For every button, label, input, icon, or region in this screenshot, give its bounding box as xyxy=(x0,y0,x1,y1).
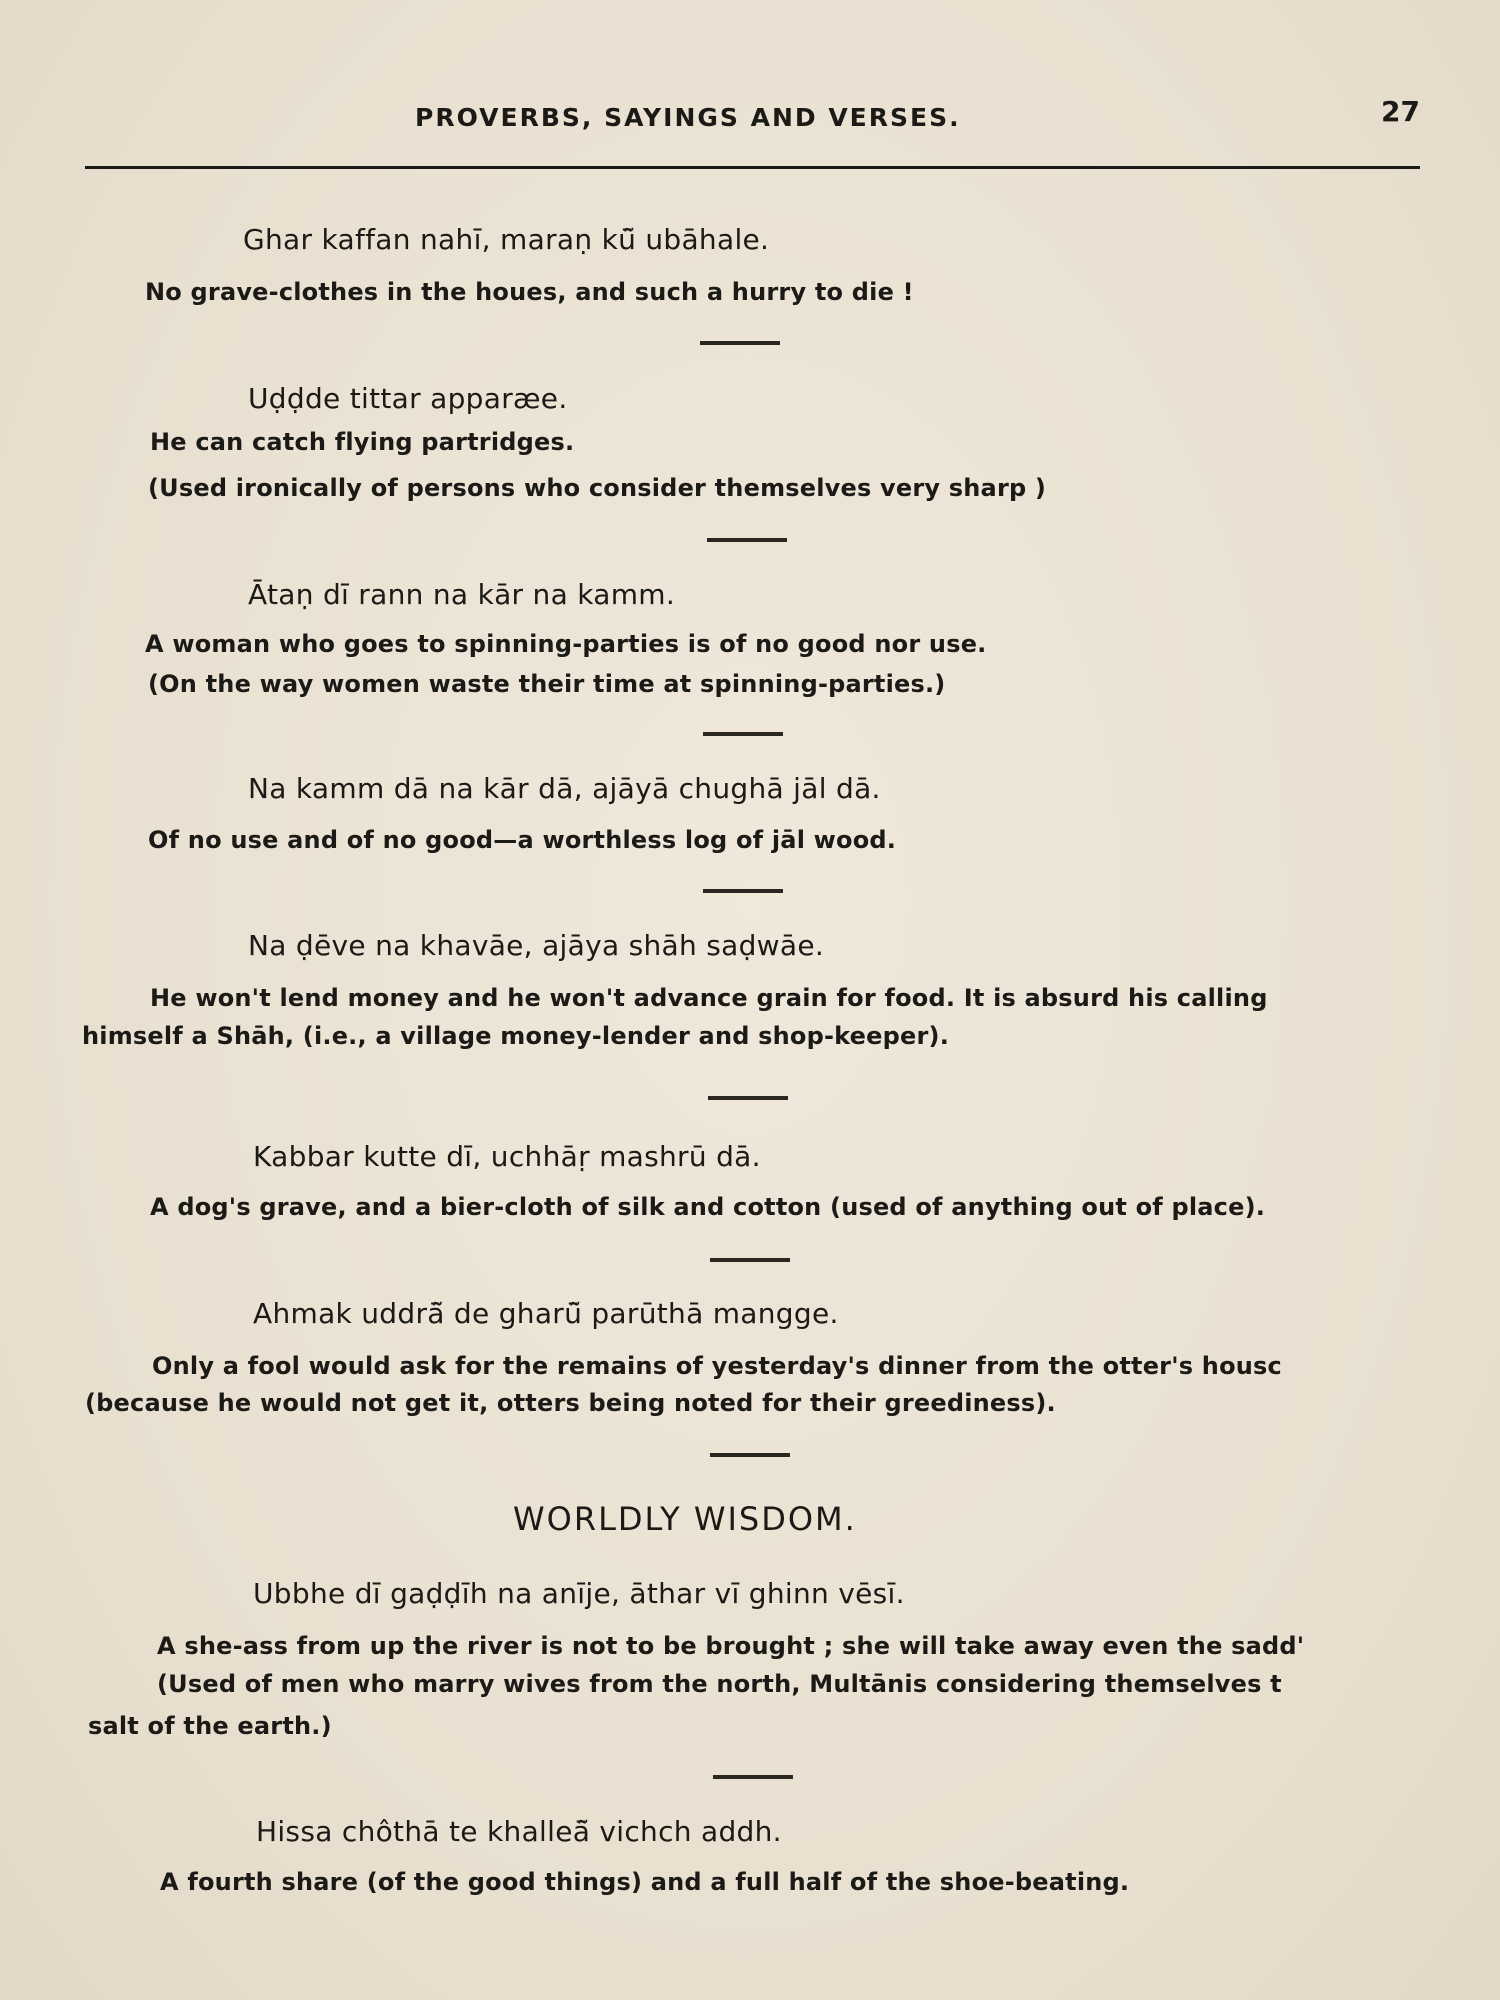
translation-line: himself a Shāh, (i.e., a village money-lender and shop-keeper). xyxy=(82,1022,950,1050)
saying-line: Na ḍēve na khavāe, ajāya shāh saḍwāe. xyxy=(248,929,825,962)
translation-line: He can catch flying partridges. xyxy=(150,428,575,456)
header-rule xyxy=(85,166,1420,169)
saying-line: Kabbar kutte dī, uchhāṛ mashrū dā. xyxy=(253,1140,761,1173)
page-header xyxy=(85,95,1420,145)
separator-dash xyxy=(703,889,783,893)
saying-line: Ghar kaffan nahī, maraṇ kū̃ ubāhale. xyxy=(243,223,770,256)
separator-dash xyxy=(710,1453,790,1457)
translation-line: (because he would not get it, otters being noted for their greediness). xyxy=(85,1389,1056,1417)
saying-line: Uḍḍde tittar apparæe. xyxy=(248,382,568,415)
saying-line: Ātaṇ dī rann na kār na kamm. xyxy=(248,578,676,611)
translation-line: Of no use and of no good—a worthless log of jāl wood. xyxy=(148,826,897,854)
saying-line: Na kamm dā na kār dā, ajāyā chughā jāl dā. xyxy=(248,772,881,805)
separator-dash xyxy=(700,341,780,345)
translation-line: A dog's grave, and a bier-cloth of silk and cotton (used of anything out of place). xyxy=(150,1193,1266,1221)
translation-line: He won't lend money and he won't advance grain for food. It is absurd his calling xyxy=(150,984,1268,1012)
translation-line: No grave-clothes in the houes, and such a hurry to die ! xyxy=(145,278,914,306)
page-number: 27 xyxy=(1381,95,1420,128)
translation-line: A woman who goes to spinning-parties is of no good nor use. xyxy=(145,630,987,658)
running-title: PROVERBS, SAYINGS AND VERSES. xyxy=(415,103,961,132)
section-heading: WORLDLY WISDOM. xyxy=(513,1500,857,1538)
saying-line: Ahmak uddrā̃ de gharū̃ parūthā mangge. xyxy=(253,1297,839,1330)
usage-note: (Used of men who marry wives from the north, Multānis considering themselves t xyxy=(157,1670,1282,1698)
usage-note: (On the way women waste their time at spinning-parties.) xyxy=(148,670,946,698)
translation-line: A fourth share (of the good things) and a full half of the shoe-beating. xyxy=(160,1868,1130,1896)
separator-dash xyxy=(707,538,787,542)
separator-dash xyxy=(710,1258,790,1262)
usage-note: salt of the earth.) xyxy=(88,1712,332,1740)
separator-dash xyxy=(713,1775,793,1779)
translation-line: Only a fool would ask for the remains of yesterday's dinner from the otter's housc xyxy=(152,1352,1282,1380)
separator-dash xyxy=(703,732,783,736)
saying-line: Hissa chôthā te khalleā̃ vichch addh. xyxy=(256,1815,782,1848)
separator-dash xyxy=(708,1096,788,1100)
translation-line: A she-ass from up the river is not to be brought ; she will take away even the sadd' xyxy=(157,1632,1305,1660)
usage-note: (Used ironically of persons who consider themselves very sharp ) xyxy=(148,474,1047,502)
saying-line: Ubbhe dī gaḍḍīh na anīje, āthar vī ghinn vēsī. xyxy=(253,1577,905,1610)
